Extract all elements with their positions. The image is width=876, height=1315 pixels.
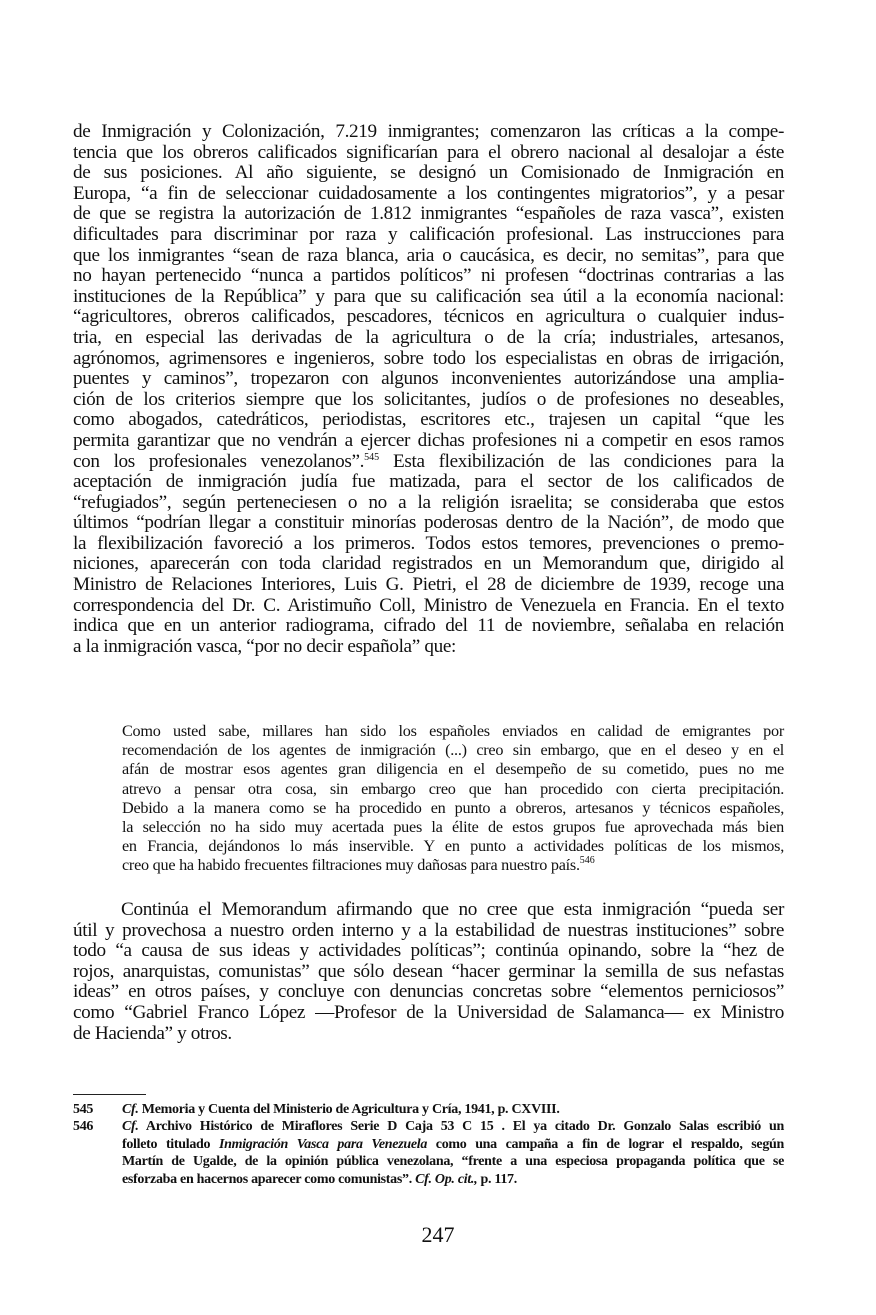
quote-line: afán de mostrar esos agentes gran diligencia en el desempeño de su cometido, pues no me (122, 760, 784, 779)
text-segment: Archivo Histórico de Miraflores Serie D Caja 53 C 15 . El ya citado Dr. Gonzalo Salas escribió un (138, 1119, 784, 1135)
text-line: de Inmigración y Colonización, 7.219 inmigrantes; comenzaron las críticas a la compe- (73, 121, 784, 142)
footnote-separator (73, 1094, 146, 1095)
quote-line: atrevo a pensar otra cosa, sin embargo creo que han procedido con cierta precipitación. (122, 779, 784, 798)
text-segment: esforzaba en hacernos aparecer como comunistas”. (122, 1171, 416, 1187)
text-line: a la inmigración vasca, “por no decir española” que: (73, 635, 456, 657)
quote-line: Debido a la manera como se ha procedido en punto a obreros, artesanos y técnicos españoles, (122, 798, 784, 817)
footnote-line (122, 1118, 784, 1135)
footnote-reference-546[interactable]: 546 (579, 855, 595, 867)
text-line: no hayan pertenecido “nunca a partidos políticos” ni profesen “doctrinas contrarias a las (73, 265, 784, 287)
text-line: todo “a causa de sus ideas y actividades políticas”; continúa opinando, sobre la “hez de (73, 940, 784, 962)
footnote-number: 546 (73, 1119, 94, 1135)
footnote-545 (73, 1101, 784, 1118)
text-line: como abogados, catedráticos, periodistas, escritores etc., trajesen un capital “que les (73, 409, 784, 431)
body-paragraph-1 (73, 122, 784, 657)
footnote-line (122, 1136, 784, 1153)
text-line: tencia que los obreros calificados significarían para el obrero nacional al desalojar a éste (73, 141, 784, 163)
text-line: “refugiados”, según perteneciesen o no a la religión israelita; se consideraba que estos (73, 491, 784, 513)
body-paragraph-2 (73, 900, 784, 1044)
text-segment: como una campaña a fin de lograr el respaldo, según (427, 1136, 784, 1152)
text-segment: Memoria y Cuenta del Ministerio de Agricultura y Cría, 1941, p. CXVIII. (138, 1102, 560, 1117)
text-line: permita garantizar que no vendrán a ejercer dichas profesiones ni a competir en esos ramos (73, 429, 784, 451)
cf-abbrev: Cf. Op. cit., (415, 1171, 478, 1187)
text-line (73, 452, 784, 473)
text-line: Ministro de Relaciones Interiores, Luis G. Pietri, el 28 de diciembre de 1939, recoge una (73, 574, 784, 596)
text-segment: folleto titulado (122, 1136, 219, 1152)
text-line: ción de los criterios siempre que los solicitantes, judíos o de profesiones no deseables, (73, 388, 784, 410)
text-line: de Hacienda” y otros. (73, 1022, 232, 1044)
text-segment: Esta flexibilización de las condiciones para la (379, 450, 784, 472)
text-line: agrónomos, agrimensores e ingenieros, sobre todo los especialistas en obras de irrigación, (73, 347, 784, 369)
text-line: Europa, “a fin de seleccionar cuidadosamente a los contingentes migratorios”, y a pesar (73, 182, 784, 204)
text-line: la flexibilización favoreció a los primeros. Todos estos temores, prevenciones o premo- (73, 532, 784, 554)
text-line: de sus posiciones. Al año siguiente, se designó un Comisionado de Inmigración en (73, 162, 784, 184)
text-line: últimos “podrían llegar a constituir minorías poderosas dentro de la Nación”, de modo que (73, 512, 784, 534)
block-quote (122, 722, 784, 876)
text-segment: p. 117. (477, 1171, 517, 1187)
text-segment: creo que ha habido frecuentes filtraciones muy dañosas para nuestro país. (122, 856, 580, 875)
text-line: indica que en un anterior radiograma, cifrado del 11 de noviembre, señalaba en relación (73, 615, 784, 637)
quote-line: Como usted sabe, millares han sido los españoles enviados en calidad de emigrantes por (122, 722, 784, 740)
quote-line (122, 856, 784, 875)
quote-line: la selección no ha sido muy acertada pues la élite de estos grupos fue aprovechada más bien (122, 817, 784, 836)
footnote-line: Martín de Ugalde, de la opinión pública venezolana, “frente a una especiosa propaganda política que se (122, 1154, 784, 1170)
text-line: como “Gabriel Franco López —Profesor de la Universidad de Salamanca— ex Ministro (73, 1001, 784, 1023)
book-title: Inmigración Vasca para Venezuela (218, 1136, 428, 1152)
text-line: rojos, anarquistas, comunistas” que sólo desean “hacer germinar la semilla de sus nefastas (73, 960, 784, 982)
cf-abbrev: Cf. (122, 1119, 139, 1135)
text-line: tria, en especial las derivadas de la agricultura o de la cría; industriales, artesanos, (73, 326, 784, 348)
footnotes (73, 1101, 784, 1188)
text-line: de que se registra la autorización de 1.812 inmigrantes “españoles de raza vasca”, existen (73, 203, 784, 225)
text-line: puentes y caminos”, tropezaron con algunos inconvenientes autorizándose una amplia- (73, 368, 784, 390)
text-line: útil y provechosa a nuestro orden interno y a la estabilidad de nuestras instituciones” sobre (73, 919, 784, 941)
footnote-reference-545[interactable]: 545 (364, 451, 380, 463)
footnote-number: 545 (73, 1102, 94, 1117)
quote-line: en Francia, dejándonos lo más inservible. Y en punto a actividades políticas de los mismos, (122, 837, 784, 856)
quote-line: recomendación de los agentes de inmigración (...) creo sin embargo, que en el deseo y en el (122, 741, 784, 760)
text-segment: con los profesionales venezolanos”. (73, 450, 365, 472)
footnote-line (122, 1101, 784, 1118)
cf-abbrev: Cf. (122, 1102, 139, 1117)
footnote-546 (73, 1118, 784, 1188)
text-line: Continúa el Memorandum afirmando que no cree que esta inmigración “pueda ser (121, 899, 784, 920)
text-line: instituciones de la República” y para que su calificación sea útil a la economía nacional: (73, 285, 784, 307)
text-line: aceptación de inmigración judía fue matizada, para el sector de los calificados de (73, 471, 784, 493)
text-line: que los inmigrantes “sean de raza blanca, aria o caucásica, es decir, no semitas”, para que (73, 244, 784, 266)
text-line: correspondencia del Dr. C. Aristimuño Coll, Ministro de Venezuela en Francia. En el texto (73, 594, 784, 616)
text-line: niciones, aparecerán con toda claridad registrados en un Memorandum que, dirigido al (73, 553, 784, 575)
page-number: 247 (421, 1222, 455, 1247)
text-line: “agricultores, obreros calificados, pescadores, técnicos en agricultura o cualquier indus- (73, 306, 784, 328)
footnote-line (122, 1171, 784, 1188)
text-line: dificultades para discriminar por raza y calificación profesional. Las instrucciones para (73, 223, 784, 245)
text-line: ideas” en otros países, y concluye con denuncias concretas sobre “elementos perniciosos” (73, 981, 784, 1003)
